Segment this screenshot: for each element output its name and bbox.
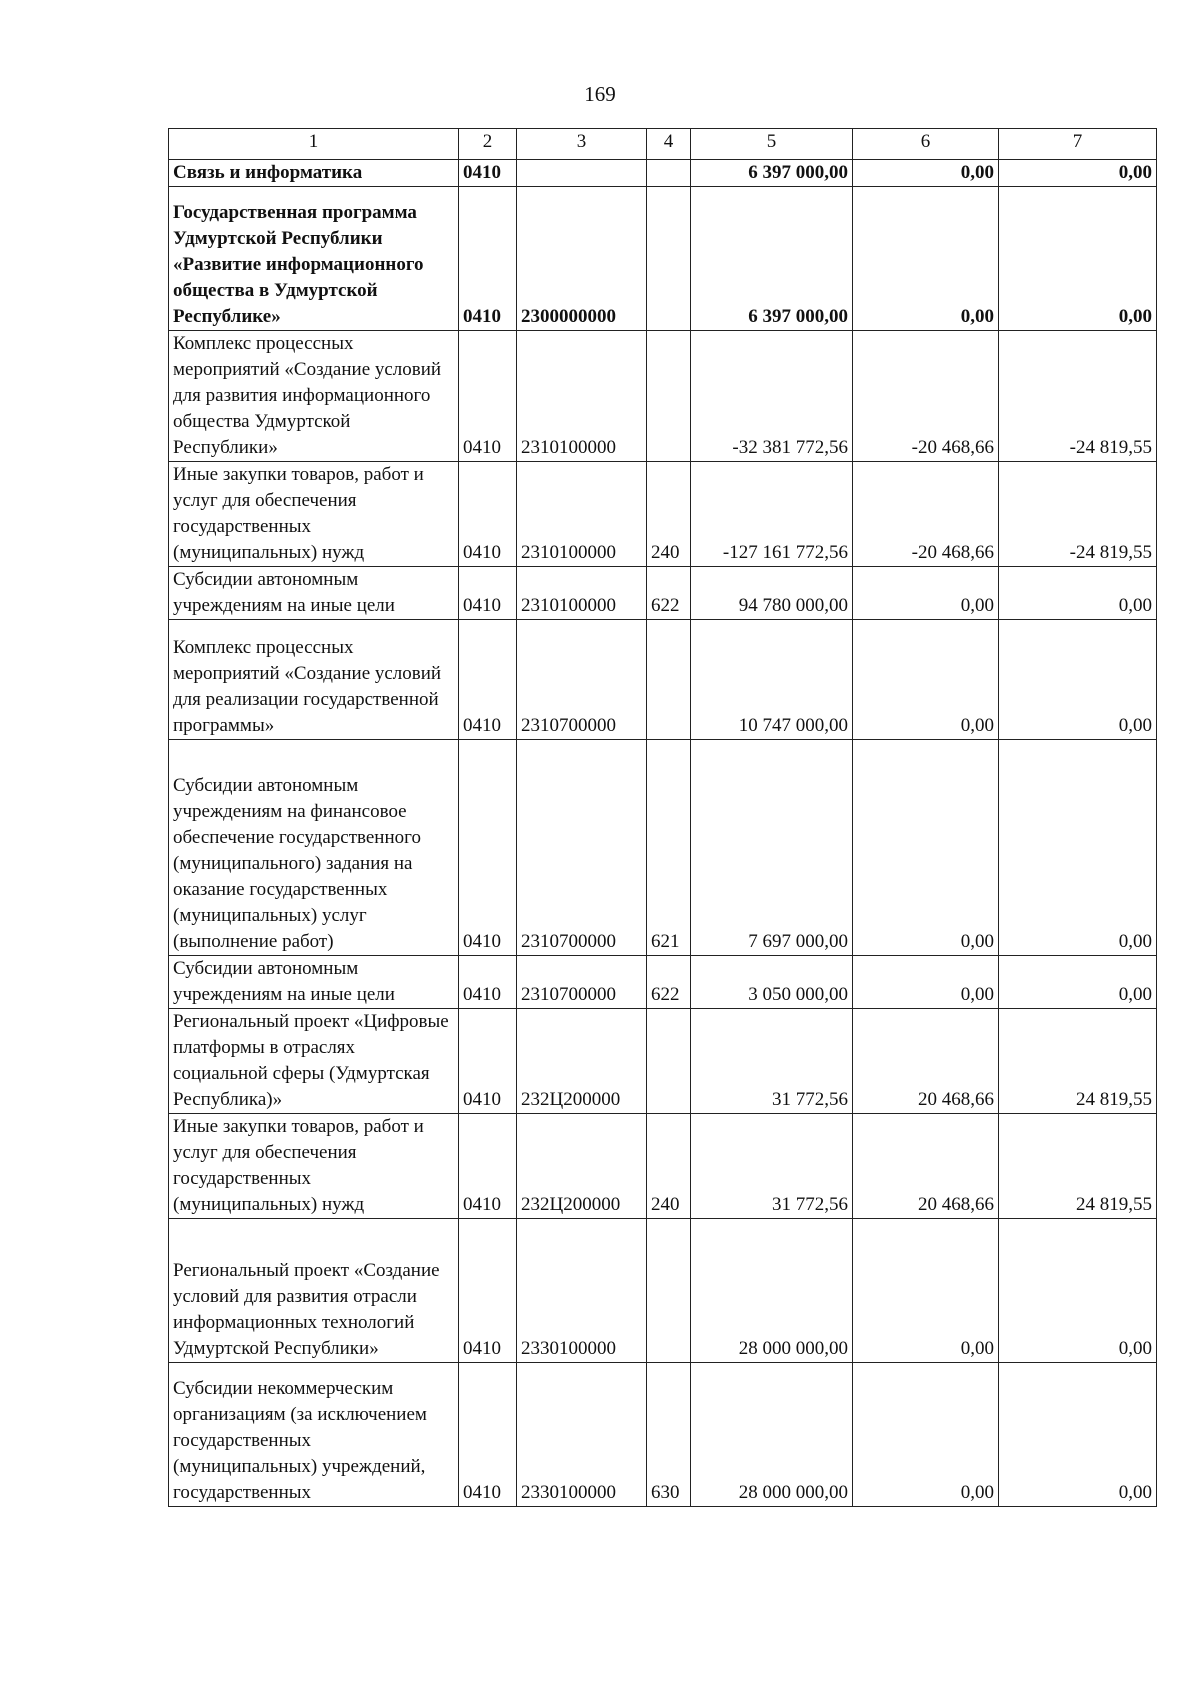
row-amount-3-cell: -24 819,55 [999,331,1157,462]
row-amount-cell: 6 397 000,00 [691,187,853,331]
row-amount-cell: 6 397 000,00 [691,160,853,187]
row-name-cell: Субсидии автономным учреждениям на иные цели [169,567,459,620]
row-target-article-cell: 2310100000 [517,462,647,567]
row-target-article-cell: 2300000000 [517,187,647,331]
row-name-cell: Комплекс процессных мероприятий «Создание условий для развития информационного общества Удмуртской Республики» [169,331,459,462]
row-amount-2-cell: 0,00 [853,567,999,620]
row-expense-type-cell: 240 [647,1114,691,1219]
row-name-cell: Субсидии автономным учреждениям на иные цели [169,956,459,1009]
row-expense-type-cell: 621 [647,740,691,956]
row-amount-3-cell: 0,00 [999,1363,1157,1507]
row-amount-cell: -127 161 772,56 [691,462,853,567]
row-section-code-cell: 0410 [459,740,517,956]
row-target-article-cell [517,160,647,187]
row-target-article-cell: 2310700000 [517,956,647,1009]
row-expense-type-cell: 630 [647,1363,691,1507]
row-name-cell: Связь и информатика [169,160,459,187]
row-amount-3-cell: 0,00 [999,1219,1157,1363]
table-row [169,1114,1157,1219]
header-cell-6: 6 [853,129,999,160]
row-amount-cell: 31 772,56 [691,1009,853,1114]
row-target-article-cell: 2310100000 [517,331,647,462]
header-cell-7: 7 [999,129,1157,160]
row-section-code-cell: 0410 [459,160,517,187]
row-target-article-cell: 2330100000 [517,1363,647,1507]
row-expense-type-cell [647,620,691,740]
row-amount-3-cell: 24 819,55 [999,1009,1157,1114]
table-row [169,462,1157,567]
table-row [169,1009,1157,1114]
row-amount-3-cell: 0,00 [999,740,1157,956]
row-amount-cell: 31 772,56 [691,1114,853,1219]
page-number: 169 [584,82,616,106]
table-row [169,1363,1157,1507]
row-expense-type-cell: 240 [647,462,691,567]
row-section-code-cell: 0410 [459,1219,517,1363]
row-amount-2-cell: -20 468,66 [853,462,999,567]
row-amount-cell: 28 000 000,00 [691,1219,853,1363]
row-target-article-cell: 232Ц200000 [517,1009,647,1114]
row-amount-2-cell: 0,00 [853,620,999,740]
table-row [169,187,1157,331]
row-amount-2-cell: 0,00 [853,1363,999,1507]
table-row [169,956,1157,1009]
row-amount-2-cell: -20 468,66 [853,331,999,462]
row-name-cell: Региональный проект «Цифровые платформы в отраслях социальной сферы (Удмуртская Республика)» [169,1009,459,1114]
row-target-article-cell: 2330100000 [517,1219,647,1363]
row-section-code-cell: 0410 [459,956,517,1009]
table-row [169,331,1157,462]
row-section-code-cell: 0410 [459,567,517,620]
row-target-article-cell: 2310700000 [517,620,647,740]
budget-table [168,128,1157,1507]
table-row [169,1219,1157,1363]
row-name-cell: Субсидии автономным учреждениям на финансовое обеспечение государственного (муниципального) задания на оказание государственных (муниципальных) услуг (выполнение работ) [169,740,459,956]
row-amount-2-cell: 0,00 [853,160,999,187]
row-expense-type-cell: 622 [647,567,691,620]
row-amount-cell: 28 000 000,00 [691,1363,853,1507]
row-amount-3-cell: -24 819,55 [999,462,1157,567]
header-cell-5: 5 [691,129,853,160]
row-target-article-cell: 2310700000 [517,740,647,956]
row-expense-type-cell [647,331,691,462]
row-amount-3-cell: 0,00 [999,187,1157,331]
table-row [169,740,1157,956]
row-name-cell: Комплекс процессных мероприятий «Создание условий для реализации государственной программы» [169,620,459,740]
row-amount-3-cell: 0,00 [999,160,1157,187]
table-row [169,620,1157,740]
row-amount-2-cell: 0,00 [853,956,999,1009]
row-amount-cell: 7 697 000,00 [691,740,853,956]
row-name-cell: Региональный проект «Создание условий для развития отрасли информационных технологий Удмуртской Республики» [169,1219,459,1363]
row-name-cell: Субсидии некоммерческим организациям (за исключением государственных (муниципальных) учреждений, государственных [169,1363,459,1507]
row-name-cell: Государственная программа Удмуртской Республики «Развитие информационного общества в Удмуртской Республике» [169,187,459,331]
row-target-article-cell: 232Ц200000 [517,1114,647,1219]
row-amount-2-cell: 0,00 [853,187,999,331]
row-amount-2-cell: 20 468,66 [853,1009,999,1114]
row-amount-cell: 10 747 000,00 [691,620,853,740]
row-expense-type-cell: 622 [647,956,691,1009]
header-cell-2: 2 [459,129,517,160]
row-amount-2-cell: 0,00 [853,740,999,956]
header-cell-3: 3 [517,129,647,160]
row-name-cell: Иные закупки товаров, работ и услуг для обеспечения государственных (муниципальных) нужд [169,1114,459,1219]
row-section-code-cell: 0410 [459,620,517,740]
row-expense-type-cell [647,1009,691,1114]
row-amount-3-cell: 0,00 [999,620,1157,740]
row-expense-type-cell [647,187,691,331]
row-target-article-cell: 2310100000 [517,567,647,620]
row-amount-cell: 3 050 000,00 [691,956,853,1009]
table-header-row [169,129,1157,160]
table-row [169,160,1157,187]
row-section-code-cell: 0410 [459,331,517,462]
row-section-code-cell: 0410 [459,1009,517,1114]
row-amount-cell: -32 381 772,56 [691,331,853,462]
row-amount-2-cell: 20 468,66 [853,1114,999,1219]
row-name-cell: Иные закупки товаров, работ и услуг для обеспечения государственных (муниципальных) нужд [169,462,459,567]
row-amount-3-cell: 0,00 [999,567,1157,620]
table-row [169,567,1157,620]
row-amount-3-cell: 0,00 [999,956,1157,1009]
row-section-code-cell: 0410 [459,462,517,567]
row-amount-2-cell: 0,00 [853,1219,999,1363]
row-amount-cell: 94 780 000,00 [691,567,853,620]
row-section-code-cell: 0410 [459,187,517,331]
row-expense-type-cell [647,160,691,187]
row-section-code-cell: 0410 [459,1363,517,1507]
row-section-code-cell: 0410 [459,1114,517,1219]
header-cell-1: 1 [169,129,459,160]
row-amount-3-cell: 24 819,55 [999,1114,1157,1219]
row-expense-type-cell [647,1219,691,1363]
header-cell-4: 4 [647,129,691,160]
